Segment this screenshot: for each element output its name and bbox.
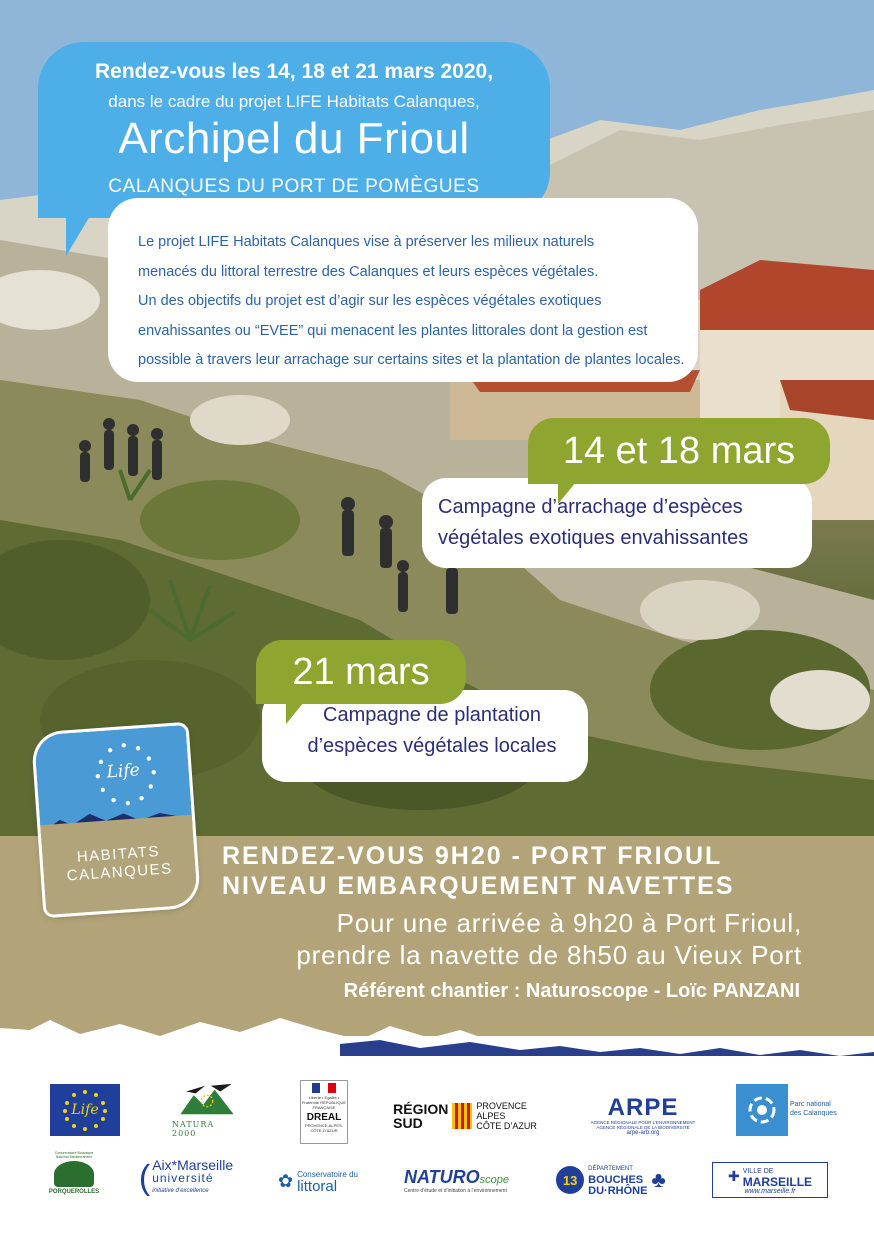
cdl-name	[297, 1169, 358, 1193]
parc-spiral-icon	[745, 1093, 779, 1127]
amu-logo	[134, 1158, 238, 1198]
region-sud-logo	[390, 1098, 540, 1134]
amu-text-1: Aix*Marseille	[152, 1156, 234, 1173]
badge-life-text: Life	[105, 760, 141, 783]
referent-line: Référent chantier : Naturoscope - Loïc PANZANI	[343, 980, 800, 1002]
parc-calanques-logo	[736, 1084, 788, 1136]
dep-num: 13	[562, 1172, 578, 1188]
vdm-name	[728, 1166, 812, 1188]
amu-paren-icon: (	[138, 1159, 151, 1197]
natura2000-logo	[172, 1082, 242, 1138]
parc-text-2: des Calanques	[790, 1110, 837, 1117]
dep-text-3: DU·RHÔNE	[588, 1184, 648, 1197]
badge-line2: CALANQUES	[66, 860, 174, 885]
amu-text-2: université	[152, 1170, 214, 1185]
arrival-line: Pour une arrivée à 9h20 à Port Frioul,	[336, 908, 802, 938]
intro-line: menacés du littoral terrestre des Calanques et leurs espèces végétales.	[138, 263, 599, 280]
header-bubble	[38, 42, 550, 218]
region-text-2: SUD	[393, 1115, 423, 1131]
life-habitats-calanques-logo	[34, 725, 198, 915]
intro-text	[138, 228, 693, 376]
amu-name	[152, 1156, 234, 1198]
conservatoire-littoral-logo	[270, 1166, 366, 1196]
porq-text: PORQUEROLLES	[48, 1189, 100, 1195]
vdm-text-1: VILLE DE	[742, 1167, 774, 1175]
cdl-text-1: Conservatoire du	[297, 1170, 358, 1179]
naturoscope-logo	[404, 1162, 514, 1198]
cdl-text-2: littoral	[297, 1178, 338, 1195]
event2-tag-tail	[286, 702, 304, 724]
dep-13-icon	[556, 1166, 584, 1194]
badge-line1: HABITATS	[76, 843, 161, 866]
region-sub	[476, 1101, 537, 1131]
page-subtitle: CALANQUES DU PORT DE POMÈGUES	[108, 176, 480, 197]
dep-name	[588, 1164, 647, 1197]
bouches-du-rhone-logo	[548, 1162, 674, 1198]
region-text-1: RÉGION	[393, 1101, 449, 1117]
naturo-text: NATURO	[404, 1166, 480, 1187]
page-title: Archipel du Frioul	[118, 114, 470, 163]
event1-desc-line: végétales exotiques envahissantes	[438, 527, 749, 549]
event1-date-tag	[528, 418, 830, 484]
naturo-sub: Centre d’étude et d’initiation à l’environnement	[404, 1187, 507, 1194]
parc-name	[790, 1100, 837, 1118]
ville-marseille-logo	[712, 1162, 828, 1198]
vdm-text-2: MARSEILLE	[742, 1174, 813, 1189]
natura-text: NATURA 2000	[172, 1120, 215, 1138]
vdm-cross-icon: ✚	[727, 1168, 740, 1184]
intro-line: envahissantes ou “EVEE” qui menacent les plantes littorales dont la gestion est	[138, 322, 648, 339]
arpe-sub1: AGENCE RÉGIONALE POUR L’ENVIRONNEMENT	[590, 1120, 696, 1125]
event1-desc-line: Campagne d’arrachage d’espèces	[438, 496, 743, 518]
header-project-line: dans le cadre du projet LIFE Habitats Calanques,	[108, 92, 480, 111]
region-r2: ALPES	[476, 1111, 506, 1121]
amu-text-3: initiative d’excellence	[152, 1187, 209, 1194]
event1-description	[438, 492, 748, 554]
dreal-sub-text: PROVENCE-ALPES-CÔTE-D’AZUR	[304, 1123, 343, 1133]
rendezvous-line: RENDEZ-VOUS 9H20 - PORT FRIOUL	[222, 842, 723, 870]
porq-top-text: Conservatoire Botanique National Méditerranéen	[54, 1151, 94, 1159]
event2-desc-line: Campagne de plantation	[323, 704, 541, 726]
vdm-url: www.marseille.fr	[744, 1187, 796, 1195]
intro-line: Un des objectifs du projet est d’agir sur les espèces végétales exotiques	[138, 293, 602, 309]
arpe-url: arpe-arb.org	[626, 1130, 660, 1136]
eu-life-logo	[50, 1084, 120, 1136]
porq-tree-icon	[54, 1161, 94, 1187]
parc-text-1: Parc national	[790, 1101, 831, 1108]
shuttle-line: prendre la navette de 8h50 au Vieux Port	[296, 940, 802, 970]
dreal-text: DREAL	[306, 1112, 342, 1123]
cdl-flower-icon: ✿	[277, 1170, 294, 1191]
region-name	[393, 1102, 448, 1130]
intro-bubble	[108, 198, 698, 382]
header-bubble-tail	[66, 216, 90, 256]
porquerolles-logo	[48, 1148, 100, 1198]
dep-text-2: BOUCHES	[588, 1173, 644, 1186]
french-flag-icon	[312, 1083, 336, 1093]
naturo-text-2: scope	[479, 1173, 510, 1186]
eu-life-text: Life	[71, 1102, 99, 1118]
dep-text-1: DÉPARTEMENT	[588, 1165, 633, 1172]
intro-line: possible à travers leur arrachage sur certains sites et la plantation de plantes locales.	[138, 352, 685, 368]
region-r3: CÔTE D’AZUR	[476, 1121, 537, 1131]
naturo-name	[404, 1167, 509, 1188]
dreal-logo	[300, 1080, 348, 1144]
event2-description	[292, 700, 572, 762]
event1-description-box	[422, 478, 812, 568]
header-date-line: Rendez-vous les 14, 18 et 21 mars 2020,	[94, 60, 494, 83]
dep-tree-icon: ♣	[651, 1167, 666, 1192]
region-flag-icon	[452, 1103, 472, 1129]
intro-line: Le projet LIFE Habitats Calanques vise à préserver les milieux naturels	[138, 234, 595, 250]
torn-edge	[0, 1000, 874, 1070]
event1-date: 14 et 18 mars	[562, 430, 796, 472]
arpe-text: ARPE	[607, 1094, 679, 1121]
event2-date: 21 mars	[292, 651, 430, 693]
arpe-sub2: AGENCE RÉGIONALE DE LA BIODIVERSITÉ	[596, 1125, 690, 1130]
event1-tag-tail	[558, 482, 576, 504]
region-r1: PROVENCE	[476, 1101, 527, 1111]
dreal-republic-text: Liberté • Égalité • Fraternité RÉPUBLIQUE FRANÇAISE	[301, 1095, 346, 1110]
event2-desc-line: d’espèces végétales locales	[307, 735, 557, 757]
natura-bird-icon	[175, 1082, 239, 1120]
boarding-line: NIVEAU EMBARQUEMENT NAVETTES	[222, 872, 735, 900]
event2-date-tag	[256, 640, 466, 704]
arpe-logo	[590, 1092, 696, 1140]
